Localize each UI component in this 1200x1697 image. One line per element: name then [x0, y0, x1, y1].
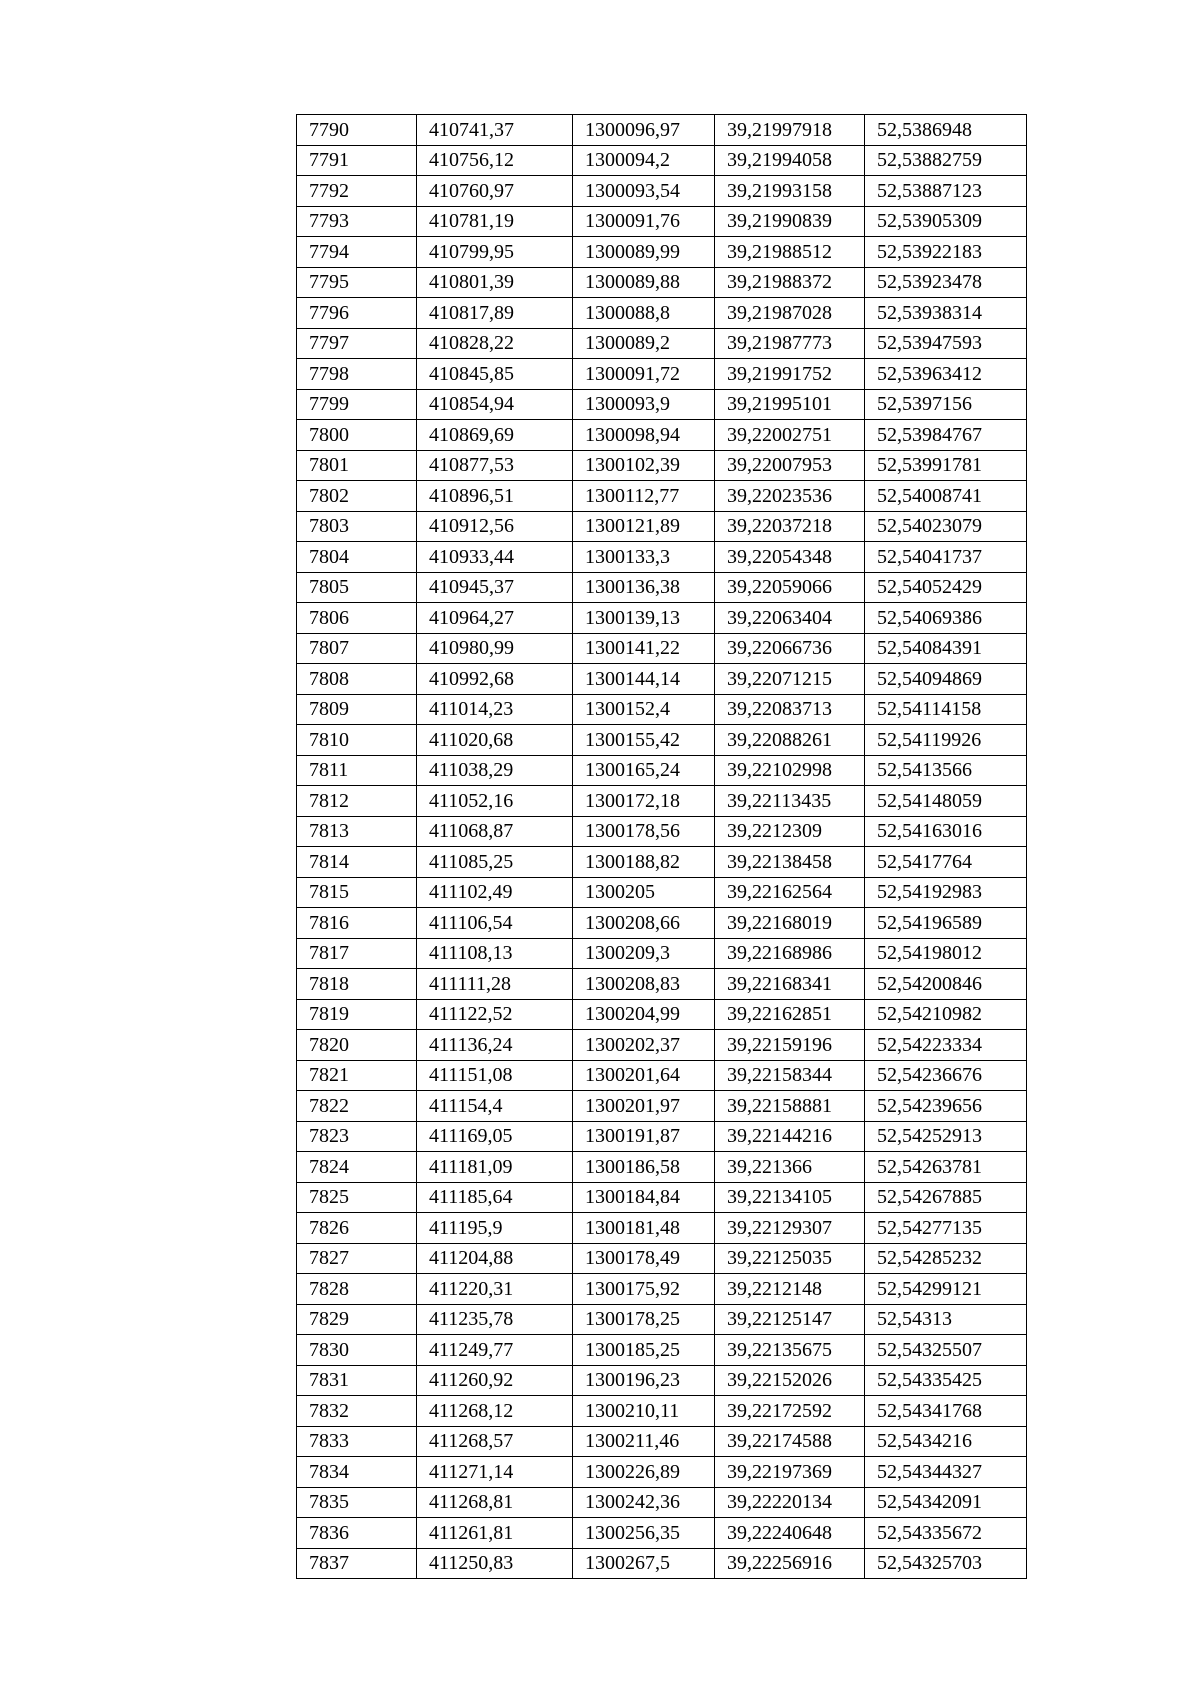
table-row [297, 1426, 1027, 1457]
latitude-cell: 39,2212148 [715, 1274, 865, 1305]
table-row [297, 725, 1027, 756]
longitude-cell: 52,54148059 [865, 786, 1027, 817]
latitude-cell: 39,21997918 [715, 115, 865, 146]
point-number-cell: 7832 [297, 1396, 417, 1427]
y-coordinate-cell: 1300144,14 [573, 664, 715, 695]
y-coordinate-cell: 1300165,24 [573, 755, 715, 786]
longitude-cell: 52,53882759 [865, 145, 1027, 176]
latitude-cell: 39,22113435 [715, 786, 865, 817]
latitude-cell: 39,22168019 [715, 908, 865, 939]
y-coordinate-cell: 1300205 [573, 877, 715, 908]
table-row [297, 298, 1027, 329]
point-number-cell: 7791 [297, 145, 417, 176]
x-coordinate-cell: 411249,77 [417, 1335, 573, 1366]
latitude-cell: 39,22168986 [715, 938, 865, 969]
longitude-cell: 52,5413566 [865, 755, 1027, 786]
y-coordinate-cell: 1300112,77 [573, 481, 715, 512]
longitude-cell: 52,54267885 [865, 1182, 1027, 1213]
point-number-cell: 7794 [297, 237, 417, 268]
latitude-cell: 39,22162564 [715, 877, 865, 908]
table-row [297, 267, 1027, 298]
longitude-cell: 52,5417764 [865, 847, 1027, 878]
table-row [297, 115, 1027, 146]
point-number-cell: 7799 [297, 389, 417, 420]
point-number-cell: 7831 [297, 1365, 417, 1396]
latitude-cell: 39,22168341 [715, 969, 865, 1000]
longitude-cell: 52,54114158 [865, 694, 1027, 725]
point-number-cell: 7804 [297, 542, 417, 573]
y-coordinate-cell: 1300096,97 [573, 115, 715, 146]
point-number-cell: 7811 [297, 755, 417, 786]
latitude-cell: 39,21990839 [715, 206, 865, 237]
longitude-cell: 52,54192983 [865, 877, 1027, 908]
table-row [297, 847, 1027, 878]
x-coordinate-cell: 411271,14 [417, 1457, 573, 1488]
latitude-cell: 39,22144216 [715, 1121, 865, 1152]
latitude-cell: 39,21988512 [715, 237, 865, 268]
table-row [297, 938, 1027, 969]
longitude-cell: 52,54163016 [865, 816, 1027, 847]
table-row [297, 1243, 1027, 1274]
longitude-cell: 52,54239656 [865, 1091, 1027, 1122]
longitude-cell: 52,53963412 [865, 359, 1027, 390]
latitude-cell: 39,22134105 [715, 1182, 865, 1213]
latitude-cell: 39,22063404 [715, 603, 865, 634]
longitude-cell: 52,5397156 [865, 389, 1027, 420]
coordinates-table [296, 114, 1027, 1579]
x-coordinate-cell: 411102,49 [417, 877, 573, 908]
longitude-cell: 52,54313 [865, 1304, 1027, 1335]
point-number-cell: 7802 [297, 481, 417, 512]
table-row [297, 603, 1027, 634]
x-coordinate-cell: 411235,78 [417, 1304, 573, 1335]
x-coordinate-cell: 411268,12 [417, 1396, 573, 1427]
y-coordinate-cell: 1300196,23 [573, 1365, 715, 1396]
table-row [297, 969, 1027, 1000]
longitude-cell: 52,53947593 [865, 328, 1027, 359]
longitude-cell: 52,54285232 [865, 1243, 1027, 1274]
latitude-cell: 39,21993158 [715, 176, 865, 207]
x-coordinate-cell: 411260,92 [417, 1365, 573, 1396]
y-coordinate-cell: 1300094,2 [573, 145, 715, 176]
x-coordinate-cell: 411268,57 [417, 1426, 573, 1457]
point-number-cell: 7798 [297, 359, 417, 390]
table-row [297, 1091, 1027, 1122]
latitude-cell: 39,22240648 [715, 1518, 865, 1549]
longitude-cell: 52,54084391 [865, 633, 1027, 664]
y-coordinate-cell: 1300210,11 [573, 1396, 715, 1427]
longitude-cell: 52,53905309 [865, 206, 1027, 237]
longitude-cell: 52,53984767 [865, 420, 1027, 451]
y-coordinate-cell: 1300201,97 [573, 1091, 715, 1122]
x-coordinate-cell: 411038,29 [417, 755, 573, 786]
point-number-cell: 7818 [297, 969, 417, 1000]
point-number-cell: 7815 [297, 877, 417, 908]
x-coordinate-cell: 410741,37 [417, 115, 573, 146]
x-coordinate-cell: 410781,19 [417, 206, 573, 237]
y-coordinate-cell: 1300175,92 [573, 1274, 715, 1305]
longitude-cell: 52,54299121 [865, 1274, 1027, 1305]
latitude-cell: 39,22256916 [715, 1548, 865, 1579]
table-row [297, 633, 1027, 664]
table-row [297, 908, 1027, 939]
y-coordinate-cell: 1300191,87 [573, 1121, 715, 1152]
latitude-cell: 39,21988372 [715, 267, 865, 298]
y-coordinate-cell: 1300093,54 [573, 176, 715, 207]
latitude-cell: 39,22138458 [715, 847, 865, 878]
table-row [297, 1152, 1027, 1183]
y-coordinate-cell: 1300091,72 [573, 359, 715, 390]
y-coordinate-cell: 1300088,8 [573, 298, 715, 329]
table-row [297, 877, 1027, 908]
table-row [297, 1365, 1027, 1396]
point-number-cell: 7824 [297, 1152, 417, 1183]
table-row [297, 542, 1027, 573]
table-row [297, 1121, 1027, 1152]
latitude-cell: 39,22158344 [715, 1060, 865, 1091]
point-number-cell: 7803 [297, 511, 417, 542]
latitude-cell: 39,21987773 [715, 328, 865, 359]
latitude-cell: 39,22088261 [715, 725, 865, 756]
longitude-cell: 52,54335672 [865, 1518, 1027, 1549]
point-number-cell: 7822 [297, 1091, 417, 1122]
longitude-cell: 52,53922183 [865, 237, 1027, 268]
x-coordinate-cell: 411052,16 [417, 786, 573, 817]
point-number-cell: 7827 [297, 1243, 417, 1274]
x-coordinate-cell: 410945,37 [417, 572, 573, 603]
y-coordinate-cell: 1300267,5 [573, 1548, 715, 1579]
x-coordinate-cell: 411181,09 [417, 1152, 573, 1183]
table-row [297, 816, 1027, 847]
longitude-cell: 52,53887123 [865, 176, 1027, 207]
longitude-cell: 52,53923478 [865, 267, 1027, 298]
x-coordinate-cell: 410869,69 [417, 420, 573, 451]
latitude-cell: 39,22220134 [715, 1487, 865, 1518]
y-coordinate-cell: 1300089,99 [573, 237, 715, 268]
point-number-cell: 7830 [297, 1335, 417, 1366]
coordinates-table-body [297, 115, 1027, 1579]
longitude-cell: 52,54008741 [865, 481, 1027, 512]
point-number-cell: 7829 [297, 1304, 417, 1335]
table-row [297, 786, 1027, 817]
longitude-cell: 52,54200846 [865, 969, 1027, 1000]
latitude-cell: 39,22007953 [715, 450, 865, 481]
x-coordinate-cell: 410980,99 [417, 633, 573, 664]
table-row [297, 1548, 1027, 1579]
point-number-cell: 7813 [297, 816, 417, 847]
longitude-cell: 52,54341768 [865, 1396, 1027, 1427]
point-number-cell: 7816 [297, 908, 417, 939]
point-number-cell: 7812 [297, 786, 417, 817]
y-coordinate-cell: 1300178,56 [573, 816, 715, 847]
y-coordinate-cell: 1300089,88 [573, 267, 715, 298]
latitude-cell: 39,22135675 [715, 1335, 865, 1366]
table-row [297, 755, 1027, 786]
table-row [297, 1213, 1027, 1244]
latitude-cell: 39,22125147 [715, 1304, 865, 1335]
table-row [297, 389, 1027, 420]
point-number-cell: 7835 [297, 1487, 417, 1518]
table-row [297, 145, 1027, 176]
x-coordinate-cell: 411185,64 [417, 1182, 573, 1213]
x-coordinate-cell: 410817,89 [417, 298, 573, 329]
y-coordinate-cell: 1300141,22 [573, 633, 715, 664]
latitude-cell: 39,22159196 [715, 1030, 865, 1061]
latitude-cell: 39,221366 [715, 1152, 865, 1183]
point-number-cell: 7833 [297, 1426, 417, 1457]
latitude-cell: 39,22002751 [715, 420, 865, 451]
point-number-cell: 7814 [297, 847, 417, 878]
y-coordinate-cell: 1300202,37 [573, 1030, 715, 1061]
x-coordinate-cell: 411122,52 [417, 999, 573, 1030]
latitude-cell: 39,22172592 [715, 1396, 865, 1427]
y-coordinate-cell: 1300201,64 [573, 1060, 715, 1091]
y-coordinate-cell: 1300139,13 [573, 603, 715, 634]
y-coordinate-cell: 1300178,49 [573, 1243, 715, 1274]
longitude-cell: 52,54041737 [865, 542, 1027, 573]
x-coordinate-cell: 410799,95 [417, 237, 573, 268]
y-coordinate-cell: 1300208,83 [573, 969, 715, 1000]
y-coordinate-cell: 1300121,89 [573, 511, 715, 542]
x-coordinate-cell: 411085,25 [417, 847, 573, 878]
y-coordinate-cell: 1300208,66 [573, 908, 715, 939]
table-row [297, 359, 1027, 390]
x-coordinate-cell: 411014,23 [417, 694, 573, 725]
point-number-cell: 7796 [297, 298, 417, 329]
longitude-cell: 52,54210982 [865, 999, 1027, 1030]
point-number-cell: 7819 [297, 999, 417, 1030]
x-coordinate-cell: 410896,51 [417, 481, 573, 512]
latitude-cell: 39,22071215 [715, 664, 865, 695]
table-row [297, 1060, 1027, 1091]
table-row [297, 176, 1027, 207]
x-coordinate-cell: 410854,94 [417, 389, 573, 420]
point-number-cell: 7808 [297, 664, 417, 695]
table-row [297, 1304, 1027, 1335]
longitude-cell: 52,54252913 [865, 1121, 1027, 1152]
longitude-cell: 52,54344327 [865, 1457, 1027, 1488]
point-number-cell: 7807 [297, 633, 417, 664]
point-number-cell: 7828 [297, 1274, 417, 1305]
point-number-cell: 7821 [297, 1060, 417, 1091]
x-coordinate-cell: 410992,68 [417, 664, 573, 695]
y-coordinate-cell: 1300091,76 [573, 206, 715, 237]
y-coordinate-cell: 1300226,89 [573, 1457, 715, 1488]
point-number-cell: 7826 [297, 1213, 417, 1244]
point-number-cell: 7790 [297, 115, 417, 146]
x-coordinate-cell: 410845,85 [417, 359, 573, 390]
point-number-cell: 7792 [297, 176, 417, 207]
table-row [297, 572, 1027, 603]
latitude-cell: 39,22197369 [715, 1457, 865, 1488]
x-coordinate-cell: 411195,9 [417, 1213, 573, 1244]
table-row [297, 328, 1027, 359]
y-coordinate-cell: 1300093,9 [573, 389, 715, 420]
point-number-cell: 7797 [297, 328, 417, 359]
table-row [297, 694, 1027, 725]
latitude-cell: 39,22129307 [715, 1213, 865, 1244]
x-coordinate-cell: 411220,31 [417, 1274, 573, 1305]
latitude-cell: 39,22083713 [715, 694, 865, 725]
latitude-cell: 39,22102998 [715, 755, 865, 786]
point-number-cell: 7825 [297, 1182, 417, 1213]
y-coordinate-cell: 1300089,2 [573, 328, 715, 359]
x-coordinate-cell: 411261,81 [417, 1518, 573, 1549]
y-coordinate-cell: 1300181,48 [573, 1213, 715, 1244]
latitude-cell: 39,22174588 [715, 1426, 865, 1457]
point-number-cell: 7806 [297, 603, 417, 634]
latitude-cell: 39,22158881 [715, 1091, 865, 1122]
point-number-cell: 7795 [297, 267, 417, 298]
table-row [297, 999, 1027, 1030]
latitude-cell: 39,22162851 [715, 999, 865, 1030]
latitude-cell: 39,22125035 [715, 1243, 865, 1274]
latitude-cell: 39,21994058 [715, 145, 865, 176]
x-coordinate-cell: 411268,81 [417, 1487, 573, 1518]
y-coordinate-cell: 1300242,36 [573, 1487, 715, 1518]
x-coordinate-cell: 411111,28 [417, 969, 573, 1000]
y-coordinate-cell: 1300188,82 [573, 847, 715, 878]
x-coordinate-cell: 410801,39 [417, 267, 573, 298]
point-number-cell: 7801 [297, 450, 417, 481]
y-coordinate-cell: 1300155,42 [573, 725, 715, 756]
x-coordinate-cell: 410964,27 [417, 603, 573, 634]
x-coordinate-cell: 411154,4 [417, 1091, 573, 1122]
table-row [297, 511, 1027, 542]
y-coordinate-cell: 1300172,18 [573, 786, 715, 817]
x-coordinate-cell: 411151,08 [417, 1060, 573, 1091]
longitude-cell: 52,54325703 [865, 1548, 1027, 1579]
longitude-cell: 52,5386948 [865, 115, 1027, 146]
table-row [297, 1030, 1027, 1061]
longitude-cell: 52,54335425 [865, 1365, 1027, 1396]
latitude-cell: 39,21995101 [715, 389, 865, 420]
x-coordinate-cell: 411250,83 [417, 1548, 573, 1579]
x-coordinate-cell: 410828,22 [417, 328, 573, 359]
x-coordinate-cell: 410912,56 [417, 511, 573, 542]
latitude-cell: 39,21991752 [715, 359, 865, 390]
point-number-cell: 7793 [297, 206, 417, 237]
latitude-cell: 39,22152026 [715, 1365, 865, 1396]
y-coordinate-cell: 1300098,94 [573, 420, 715, 451]
x-coordinate-cell: 411108,13 [417, 938, 573, 969]
longitude-cell: 52,54094869 [865, 664, 1027, 695]
latitude-cell: 39,22054348 [715, 542, 865, 573]
longitude-cell: 52,5434216 [865, 1426, 1027, 1457]
table-row [297, 1518, 1027, 1549]
latitude-cell: 39,2212309 [715, 816, 865, 847]
table-row [297, 420, 1027, 451]
table-row [297, 1182, 1027, 1213]
longitude-cell: 52,54342091 [865, 1487, 1027, 1518]
table-row [297, 1274, 1027, 1305]
point-number-cell: 7834 [297, 1457, 417, 1488]
y-coordinate-cell: 1300136,38 [573, 572, 715, 603]
y-coordinate-cell: 1300211,46 [573, 1426, 715, 1457]
longitude-cell: 52,54052429 [865, 572, 1027, 603]
table-row [297, 1396, 1027, 1427]
table-row [297, 1335, 1027, 1366]
table-row [297, 450, 1027, 481]
y-coordinate-cell: 1300152,4 [573, 694, 715, 725]
longitude-cell: 52,54325507 [865, 1335, 1027, 1366]
point-number-cell: 7817 [297, 938, 417, 969]
point-number-cell: 7800 [297, 420, 417, 451]
latitude-cell: 39,22023536 [715, 481, 865, 512]
table-row [297, 206, 1027, 237]
table-row [297, 481, 1027, 512]
x-coordinate-cell: 410933,44 [417, 542, 573, 573]
y-coordinate-cell: 1300178,25 [573, 1304, 715, 1335]
latitude-cell: 39,22066736 [715, 633, 865, 664]
point-number-cell: 7810 [297, 725, 417, 756]
latitude-cell: 39,22059066 [715, 572, 865, 603]
longitude-cell: 52,54263781 [865, 1152, 1027, 1183]
longitude-cell: 52,53991781 [865, 450, 1027, 481]
y-coordinate-cell: 1300102,39 [573, 450, 715, 481]
x-coordinate-cell: 411068,87 [417, 816, 573, 847]
table-row [297, 1457, 1027, 1488]
point-number-cell: 7823 [297, 1121, 417, 1152]
longitude-cell: 52,54023079 [865, 511, 1027, 542]
point-number-cell: 7836 [297, 1518, 417, 1549]
y-coordinate-cell: 1300133,3 [573, 542, 715, 573]
x-coordinate-cell: 410756,12 [417, 145, 573, 176]
x-coordinate-cell: 410760,97 [417, 176, 573, 207]
y-coordinate-cell: 1300185,25 [573, 1335, 715, 1366]
x-coordinate-cell: 411169,05 [417, 1121, 573, 1152]
longitude-cell: 52,54236676 [865, 1060, 1027, 1091]
point-number-cell: 7809 [297, 694, 417, 725]
longitude-cell: 52,54277135 [865, 1213, 1027, 1244]
longitude-cell: 52,53938314 [865, 298, 1027, 329]
y-coordinate-cell: 1300209,3 [573, 938, 715, 969]
y-coordinate-cell: 1300186,58 [573, 1152, 715, 1183]
longitude-cell: 52,54119926 [865, 725, 1027, 756]
table-row [297, 1487, 1027, 1518]
x-coordinate-cell: 411106,54 [417, 908, 573, 939]
x-coordinate-cell: 410877,53 [417, 450, 573, 481]
table-row [297, 237, 1027, 268]
y-coordinate-cell: 1300184,84 [573, 1182, 715, 1213]
longitude-cell: 52,54196589 [865, 908, 1027, 939]
x-coordinate-cell: 411204,88 [417, 1243, 573, 1274]
table-row [297, 664, 1027, 695]
longitude-cell: 52,54223334 [865, 1030, 1027, 1061]
point-number-cell: 7805 [297, 572, 417, 603]
longitude-cell: 52,54069386 [865, 603, 1027, 634]
x-coordinate-cell: 411136,24 [417, 1030, 573, 1061]
longitude-cell: 52,54198012 [865, 938, 1027, 969]
point-number-cell: 7837 [297, 1548, 417, 1579]
y-coordinate-cell: 1300256,35 [573, 1518, 715, 1549]
point-number-cell: 7820 [297, 1030, 417, 1061]
latitude-cell: 39,21987028 [715, 298, 865, 329]
latitude-cell: 39,22037218 [715, 511, 865, 542]
y-coordinate-cell: 1300204,99 [573, 999, 715, 1030]
x-coordinate-cell: 411020,68 [417, 725, 573, 756]
